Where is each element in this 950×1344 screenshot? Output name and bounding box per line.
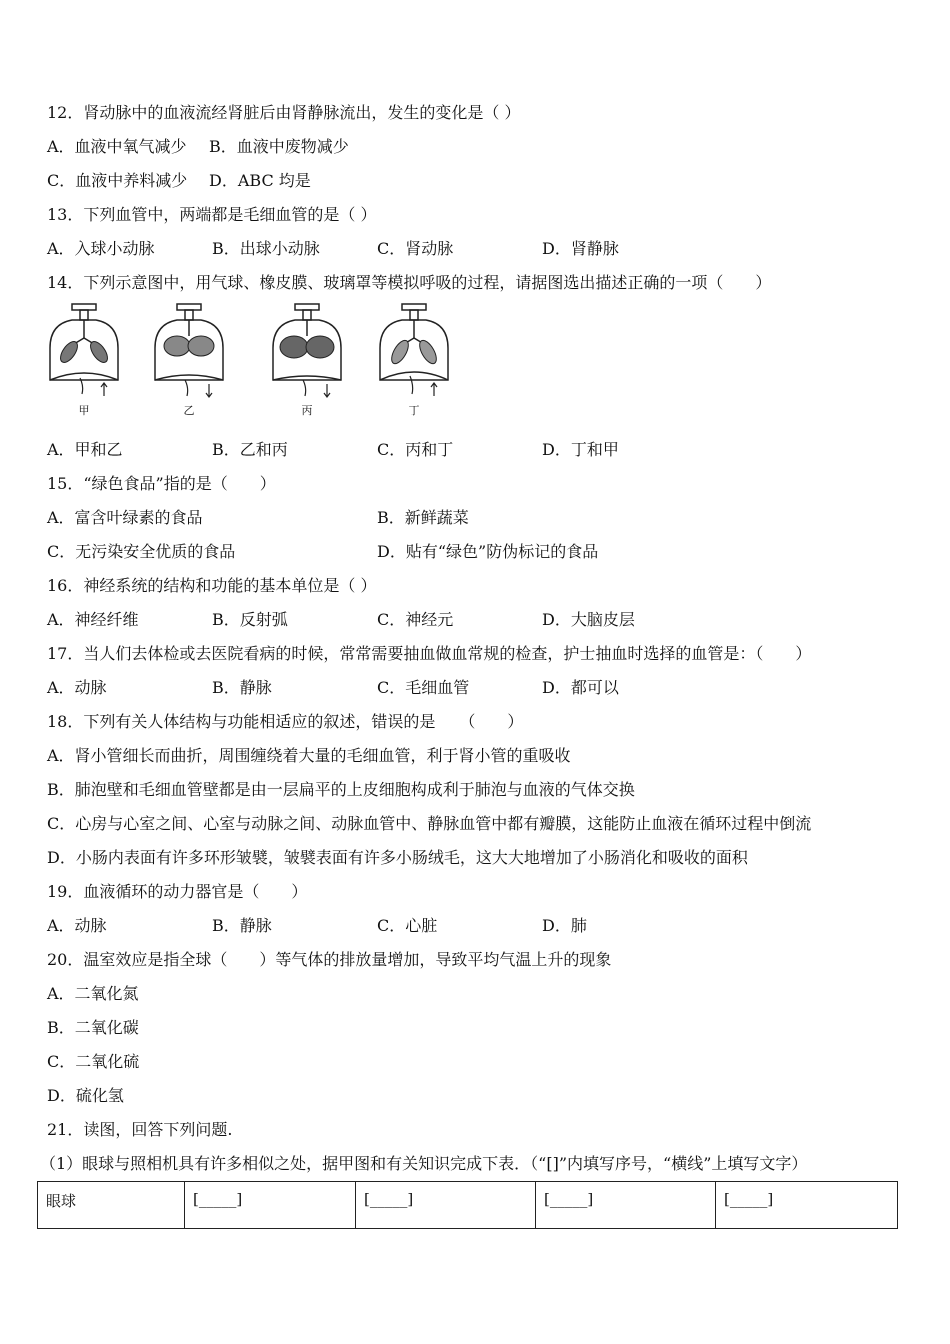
bell-jar-figure-bing	[267, 300, 347, 418]
q19-option-b: B．静脉	[212, 916, 272, 935]
q18-option-c: C．心房与心室之间、心室与动脉之间、动脉血管中、静脉血管中都有瓣膜，这能防止血液在循环过程中倒流	[47, 814, 812, 833]
table-cell-header: 眼球	[38, 1182, 185, 1229]
q18-stem: 18．下列有关人体结构与功能相适应的叙述，错误的是 （ ）	[47, 712, 524, 731]
q15-option-b: B．新鲜蔬菜	[377, 508, 469, 527]
q14-option-d: D．丁和甲	[542, 440, 619, 459]
q16-option-a: A．神经纤维	[47, 610, 139, 629]
q16-option-b: B．反射弧	[212, 610, 288, 629]
bell-jar-figure-yi	[149, 300, 229, 418]
q20-stem: 20．温室效应是指全球（ ）等气体的排放量增加，导致平均气温上升的现象	[47, 950, 612, 969]
q14-option-c: C．丙和丁	[377, 440, 454, 459]
breathing-model-diagram	[44, 300, 464, 418]
figure-label-bing: 丙	[301, 404, 313, 417]
q15-option-c: C．无污染安全优质的食品	[47, 542, 236, 561]
q12-option-d: D．ABC 均是	[209, 171, 311, 190]
q12-option-c: C．血液中养料减少	[47, 171, 188, 190]
bell-jar-drawing	[267, 300, 347, 400]
q15-option-a: A．富含叶绿素的食品	[47, 508, 203, 527]
table-cell-blank[interactable]: [_____]	[716, 1182, 898, 1229]
q13-option-a: A．入球小动脉	[47, 239, 155, 258]
q18-option-b: B．肺泡壁和毛细血管壁都是由一层扁平的上皮细胞构成利于肺泡与血液的气体交换	[47, 780, 635, 799]
q21-sub1: （1）眼球与照相机具有许多相似之处，据甲图和有关知识完成下表．（“[]”内填写序号，“横线”上填写文字）	[40, 1154, 808, 1173]
bell-jar-drawing	[374, 300, 454, 400]
bell-jar-drawing	[44, 300, 124, 400]
q19-option-c: C．心脏	[377, 916, 438, 935]
bell-jar-drawing	[149, 300, 229, 400]
figure-label-jia: 甲	[78, 404, 90, 417]
q18-option-d: D．小肠内表面有许多环形皱襞，皱襞表面有许多小肠绒毛，这大大地增加了小肠消化和吸收的面积	[47, 848, 748, 867]
q17-option-b: B．静脉	[212, 678, 272, 697]
bell-jar-figure-jia	[44, 300, 124, 418]
q20-option-a: A．二氧化氮	[47, 984, 139, 1003]
q15-stem: 15．“绿色食品”指的是（ ）	[47, 474, 276, 493]
q17-option-c: C．毛细血管	[377, 678, 470, 697]
q13-option-d: D．肾静脉	[542, 239, 619, 258]
q17-option-a: A．动脉	[47, 678, 107, 697]
q19-stem: 19．血液循环的动力器官是（ ）	[47, 882, 308, 901]
q12-stem: 12．肾动脉中的血液流经肾脏后由肾静脉流出，发生的变化是（ ）	[47, 103, 521, 122]
q15-option-d: D．贴有“绿色”防伪标记的食品	[377, 542, 599, 561]
q12-option-b: B．血液中废物减少	[209, 137, 349, 156]
table-row	[38, 1182, 898, 1229]
q14-option-a: A．甲和乙	[47, 440, 123, 459]
table-cell-blank[interactable]: [_____]	[356, 1182, 536, 1229]
q17-option-d: D．都可以	[542, 678, 619, 697]
q16-stem: 16．神经系统的结构和功能的基本单位是（ ）	[47, 576, 377, 595]
q12-option-a: A．血液中氧气减少	[47, 137, 187, 156]
q14-stem: 14．下列示意图中，用气球、橡皮膜、玻璃罩等模拟呼吸的过程，请据图选出描述正确的一项（ ）	[47, 273, 772, 292]
q20-option-c: C．二氧化硫	[47, 1052, 140, 1071]
figure-label-ding: 丁	[408, 404, 420, 417]
figure-label-yi: 乙	[183, 404, 195, 417]
q14-option-b: B．乙和丙	[212, 440, 288, 459]
q20-option-b: B．二氧化碳	[47, 1018, 139, 1037]
table-cell-blank[interactable]: [_____]	[536, 1182, 716, 1229]
q21-stem: 21．读图，回答下列问题.	[47, 1120, 233, 1139]
q13-option-c: C．肾动脉	[377, 239, 454, 258]
q17-stem: 17．当人们去体检或去医院看病的时候，常常需要抽血做血常规的检查，护士抽血时选择的血管是：（ ）	[47, 644, 812, 663]
q13-option-b: B．出球小动脉	[212, 239, 320, 258]
eye-camera-table	[37, 1181, 898, 1229]
q13-stem: 13．下列血管中，两端都是毛细血管的是（ ）	[47, 205, 377, 224]
q19-option-a: A．动脉	[47, 916, 107, 935]
q18-option-a: A．肾小管细长而曲折，周围缠绕着大量的毛细血管，利于肾小管的重吸收	[47, 746, 571, 765]
table-cell-blank[interactable]: [_____]	[185, 1182, 356, 1229]
bell-jar-figure-ding	[374, 300, 454, 418]
q19-option-d: D．肺	[542, 916, 587, 935]
q16-option-d: D．大脑皮层	[542, 610, 635, 629]
q16-option-c: C．神经元	[377, 610, 454, 629]
q20-option-d: D．硫化氢	[47, 1086, 124, 1105]
